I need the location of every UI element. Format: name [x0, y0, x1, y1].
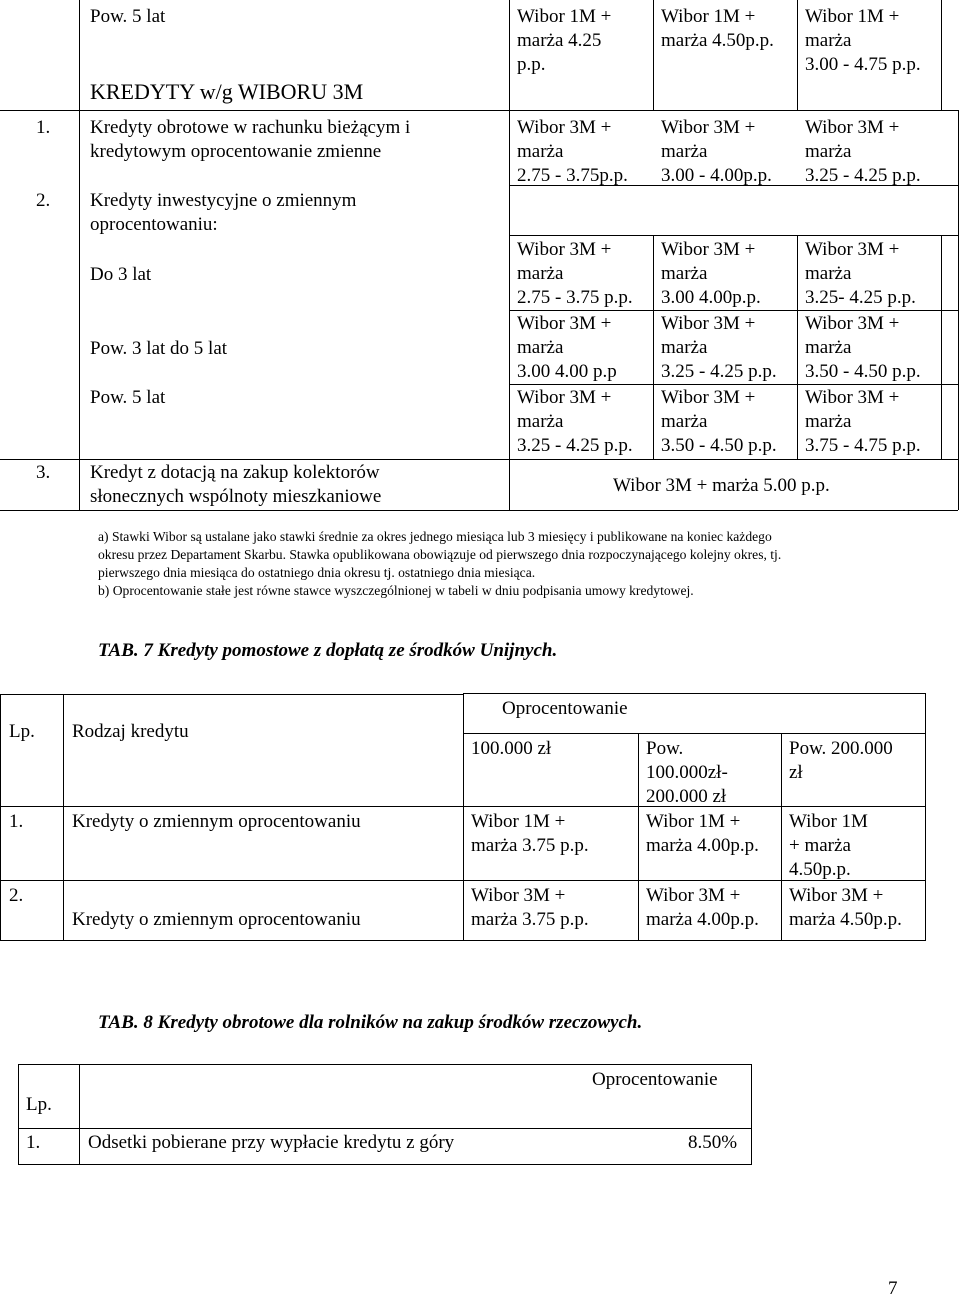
rate-cell: Wibor 3M + marża 3.75 - 4.75 p.p.: [805, 387, 921, 456]
row-label: Kredyt z dotacją na zakup kolektorów słonecznych wspólnoty mieszkaniowe: [90, 462, 382, 507]
header-lp: Lp.: [9, 721, 35, 742]
rate-cell: Wibor 3M + marża 2.75 - 3.75 p.p.: [517, 239, 633, 308]
subheader-amount: Pow. 100.000zł- 200.000 zł: [646, 738, 728, 807]
section-heading: KREDYTY w/g WIBORU 3M: [90, 79, 364, 104]
rate-cell: Wibor 1M + marża 4.50p.p.: [661, 6, 774, 51]
row-number: 2.: [36, 190, 51, 211]
rate-cell: Wibor 3M + marża 3.75 p.p.: [471, 885, 589, 930]
tab8-caption: TAB. 8 Kredyty obrotowe dla rolników na zakup środków rzeczowych.: [98, 1012, 643, 1033]
note-a-line: a) Stawki Wibor są ustalane jako stawki średnie za okres jednego miesiąca lub 3 miesięcy i publikowane na koniec każdego: [98, 529, 772, 544]
rate-cell: Wibor 1M + marża 3.00 - 4.75 p.p.: [805, 6, 921, 75]
rate-cell: Wibor 3M + marża 3.00 - 4.00p.p.: [661, 117, 772, 186]
row-label: Pow. 3 lat do 5 lat: [90, 338, 228, 359]
merged-rate-cell: Wibor 3M + marża 5.00 p.p.: [613, 475, 830, 496]
rate-cell: Wibor 3M + marża 3.50 - 4.50 p.p.: [661, 387, 777, 456]
rate-cell: Wibor 1M + marża 4.25 p.p.: [517, 6, 612, 75]
row-label: Kredyty obrotowe w rachunku bieżącym i kredytowym oprocentowanie zmienne: [90, 117, 411, 162]
rate-cell: Wibor 3M + marża 3.25 - 4.25 p.p.: [517, 387, 633, 456]
rate-cell: 8.50%: [688, 1132, 738, 1153]
page-number: 7: [888, 1278, 898, 1299]
row-number: 1.: [9, 811, 24, 832]
row-label: Do 3 lat: [90, 264, 152, 285]
rate-cell: Wibor 1M + marża 4.00p.p.: [646, 811, 759, 856]
row-label: Kredyty inwestycyjne o zmiennym oprocentowaniu:: [90, 190, 357, 235]
note-b-line: b) Oprocentowanie stałe jest równe stawce wyszczególnionej w tabeli w dniu podpisania umowy kredytowej.: [98, 583, 694, 598]
header-lp: Lp.: [26, 1094, 52, 1115]
rate-cell: Wibor 3M + marża 3.25 - 4.25 p.p.: [805, 117, 921, 186]
row-label: Odsetki pobierane przy wypłacie kredytu z góry: [88, 1132, 455, 1153]
rate-cell: Wibor 3M + marża 3.50 - 4.50 p.p.: [805, 313, 921, 382]
rate-cell: Wibor 3M + marża 3.00 4.00p.p.: [661, 239, 761, 308]
subheader-amount: Pow. 200.000 zł: [789, 738, 893, 783]
row-label: Kredyty o zmiennym oprocentowaniu: [72, 811, 361, 832]
rate-cell: Wibor 3M + marża 2.75 - 3.75p.p.: [517, 117, 628, 186]
rate-cell: Wibor 1M + marża 4.50p.p.: [789, 811, 868, 880]
rate-cell: Wibor 3M + marża 3.00 4.00 p.p: [517, 313, 617, 382]
row-number: 3.: [36, 462, 51, 483]
row-number: 1.: [36, 117, 51, 138]
header-interest: Oprocentowanie: [592, 1069, 718, 1090]
subheader-amount: 100.000 zł: [471, 738, 552, 759]
row-number: 2.: [9, 885, 24, 906]
header-interest: Oprocentowanie: [502, 698, 628, 719]
row-label: Pow. 5 lat: [90, 6, 166, 27]
tab7-caption: TAB. 7 Kredyty pomostowe z dopłatą ze środków Unijnych.: [98, 640, 558, 661]
rate-cell: Wibor 3M + marża 3.25- 4.25 p.p.: [805, 239, 916, 308]
row-label: Pow. 5 lat: [90, 387, 166, 408]
rate-cell: Wibor 3M + marża 4.00p.p.: [646, 885, 759, 930]
row-label: Kredyty o zmiennym oprocentowaniu: [72, 909, 361, 930]
note-a-line: pierwszego dnia miesiąca do ostatniego dnia okresu tj. ostatniego dnia miesiąca.: [98, 565, 536, 580]
rate-cell: Wibor 3M + marża 3.25 - 4.25 p.p.: [661, 313, 777, 382]
rate-cell: Wibor 1M + marża 3.75 p.p.: [471, 811, 589, 856]
note-a-line: okresu przez Departament Skarbu. Stawka opublikowana obowiązuje od pierwszego dnia rozpoczynającego kolejny okres, tj.: [98, 547, 782, 562]
rate-cell: Wibor 3M + marża 4.50p.p.: [789, 885, 902, 930]
header-credit-type: Rodzaj kredytu: [72, 721, 189, 742]
row-number: 1.: [26, 1132, 41, 1153]
